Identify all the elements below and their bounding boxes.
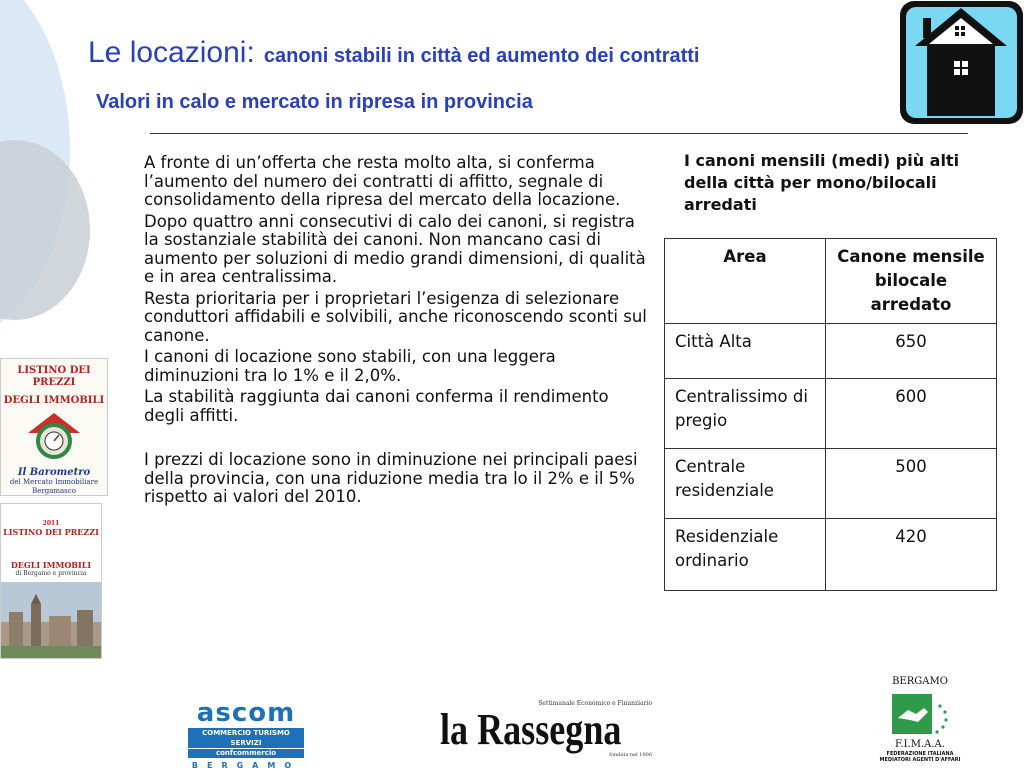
cell-area: Centrale residenziale [665,449,826,519]
paragraph: Dopo quattro anni consecutivi di calo dei canoni, si registra la sostanziale stabilità dei canoni. Non mancano casi di aumento per soluzioni di medio grandi dimensioni, di qualità e in area centralissima. [144,211,646,286]
ascom-logo [188,700,304,772]
cover-title-line: LISTINO DEI PREZZI [17,365,91,388]
paragraph: A fronte di un’offerta che resta molto alta, si conferma l’aumento del numero dei contratti di affitto, segnale di consolidamento della ripresa del mercato della locazione. [144,153,621,209]
cover-title-line: LISTINO DEI PREZZI [3,527,99,537]
page-subtitle: Valori in calo e mercato in ripresa in provincia [96,91,533,113]
cell-value: 420 [826,519,997,591]
ascom-line: confcommercio [188,749,304,758]
listino-cover-barometro [0,358,108,496]
fimaa-desc: MEDIATORI AGENTI D'AFFARI [879,757,961,763]
cell-area: Residenziale ordinario [665,519,826,591]
cover-year: 2011 [42,520,60,527]
title-sub: canoni stabili in città ed aumento dei contratti [263,45,700,67]
table-row [665,519,997,591]
cover-subtitle: del Mercato Immobiliare [9,478,99,486]
fimaa-desc: FEDERAZIONE ITALIANA [886,751,954,757]
table-row [665,449,997,519]
title-divider [150,133,968,134]
page-title [88,36,700,70]
cell-value: 650 [826,324,997,379]
city-photo-image [1,582,101,659]
cover-title-line: DEGLI IMMOBILI [10,560,92,570]
fimaa-name: F.I.M.A.A. [895,739,945,750]
column-header-area: Area [665,239,826,324]
listino-cover-2011 [0,503,102,659]
paragraph: I prezzi di locazione sono in diminuzione nei principali paesi della provincia, con una riduzione media tra lo il 2% e il 5% rispetto ai valori del 2010. [144,450,638,506]
column-header-rent: Canone mensile bilocale arredato [826,239,997,324]
decorative-circle-small [0,140,90,320]
title-main: Le locazioni: [88,36,255,69]
paragraph: La stabilità raggiunta dai canoni conferma il rendimento degli affitti. [144,387,609,425]
fimaa-logo [872,676,968,763]
table-row [665,324,997,379]
ascom-city: BERGAMO [191,761,301,770]
cover-subtitle: Bergamasco [32,487,76,495]
body-text [144,154,649,510]
ascom-wordmark: ascom [196,698,296,728]
cell-area: Centralissimo di pregio [665,379,826,449]
table-caption: I canoni mensili (medi) più alti della città per mono/bilocali arredati [684,151,960,214]
cell-value: 500 [826,449,997,519]
la-rassegna-logo [440,700,660,758]
fimaa-city: BERGAMO [892,676,948,687]
ascom-line: COMMERCIO TURISMO SERVIZI [188,728,304,748]
rassegna-founded: fondata nel 1906 [609,752,652,758]
paragraph: I canoni di locazione sono stabili, con una leggera diminuzioni tra lo 1% e il 2,0%. [144,347,556,385]
cell-area: Città Alta [665,324,826,379]
house-icon [899,0,1024,125]
rassegna-tagline: Settimanale Economico e Finanziario [538,700,652,707]
table-header-row [665,239,997,324]
cover-subtitle: Il Barometro [17,467,91,478]
cell-value: 600 [826,379,997,449]
rassegna-name: la Rassegna [440,705,622,754]
barometer-icon [24,409,84,463]
handshake-icon [888,692,952,738]
cover-place: di Bergamo e provincia [15,570,87,577]
cover-title-line: DEGLI IMMOBILI [3,395,105,406]
table-row [665,379,997,449]
paragraph: Resta prioritaria per i proprietari l’esigenza di selezionare conduttori affidabili e solvibili, anche riconoscendo sconti sul canone. [144,288,647,345]
rent-table [664,238,997,591]
